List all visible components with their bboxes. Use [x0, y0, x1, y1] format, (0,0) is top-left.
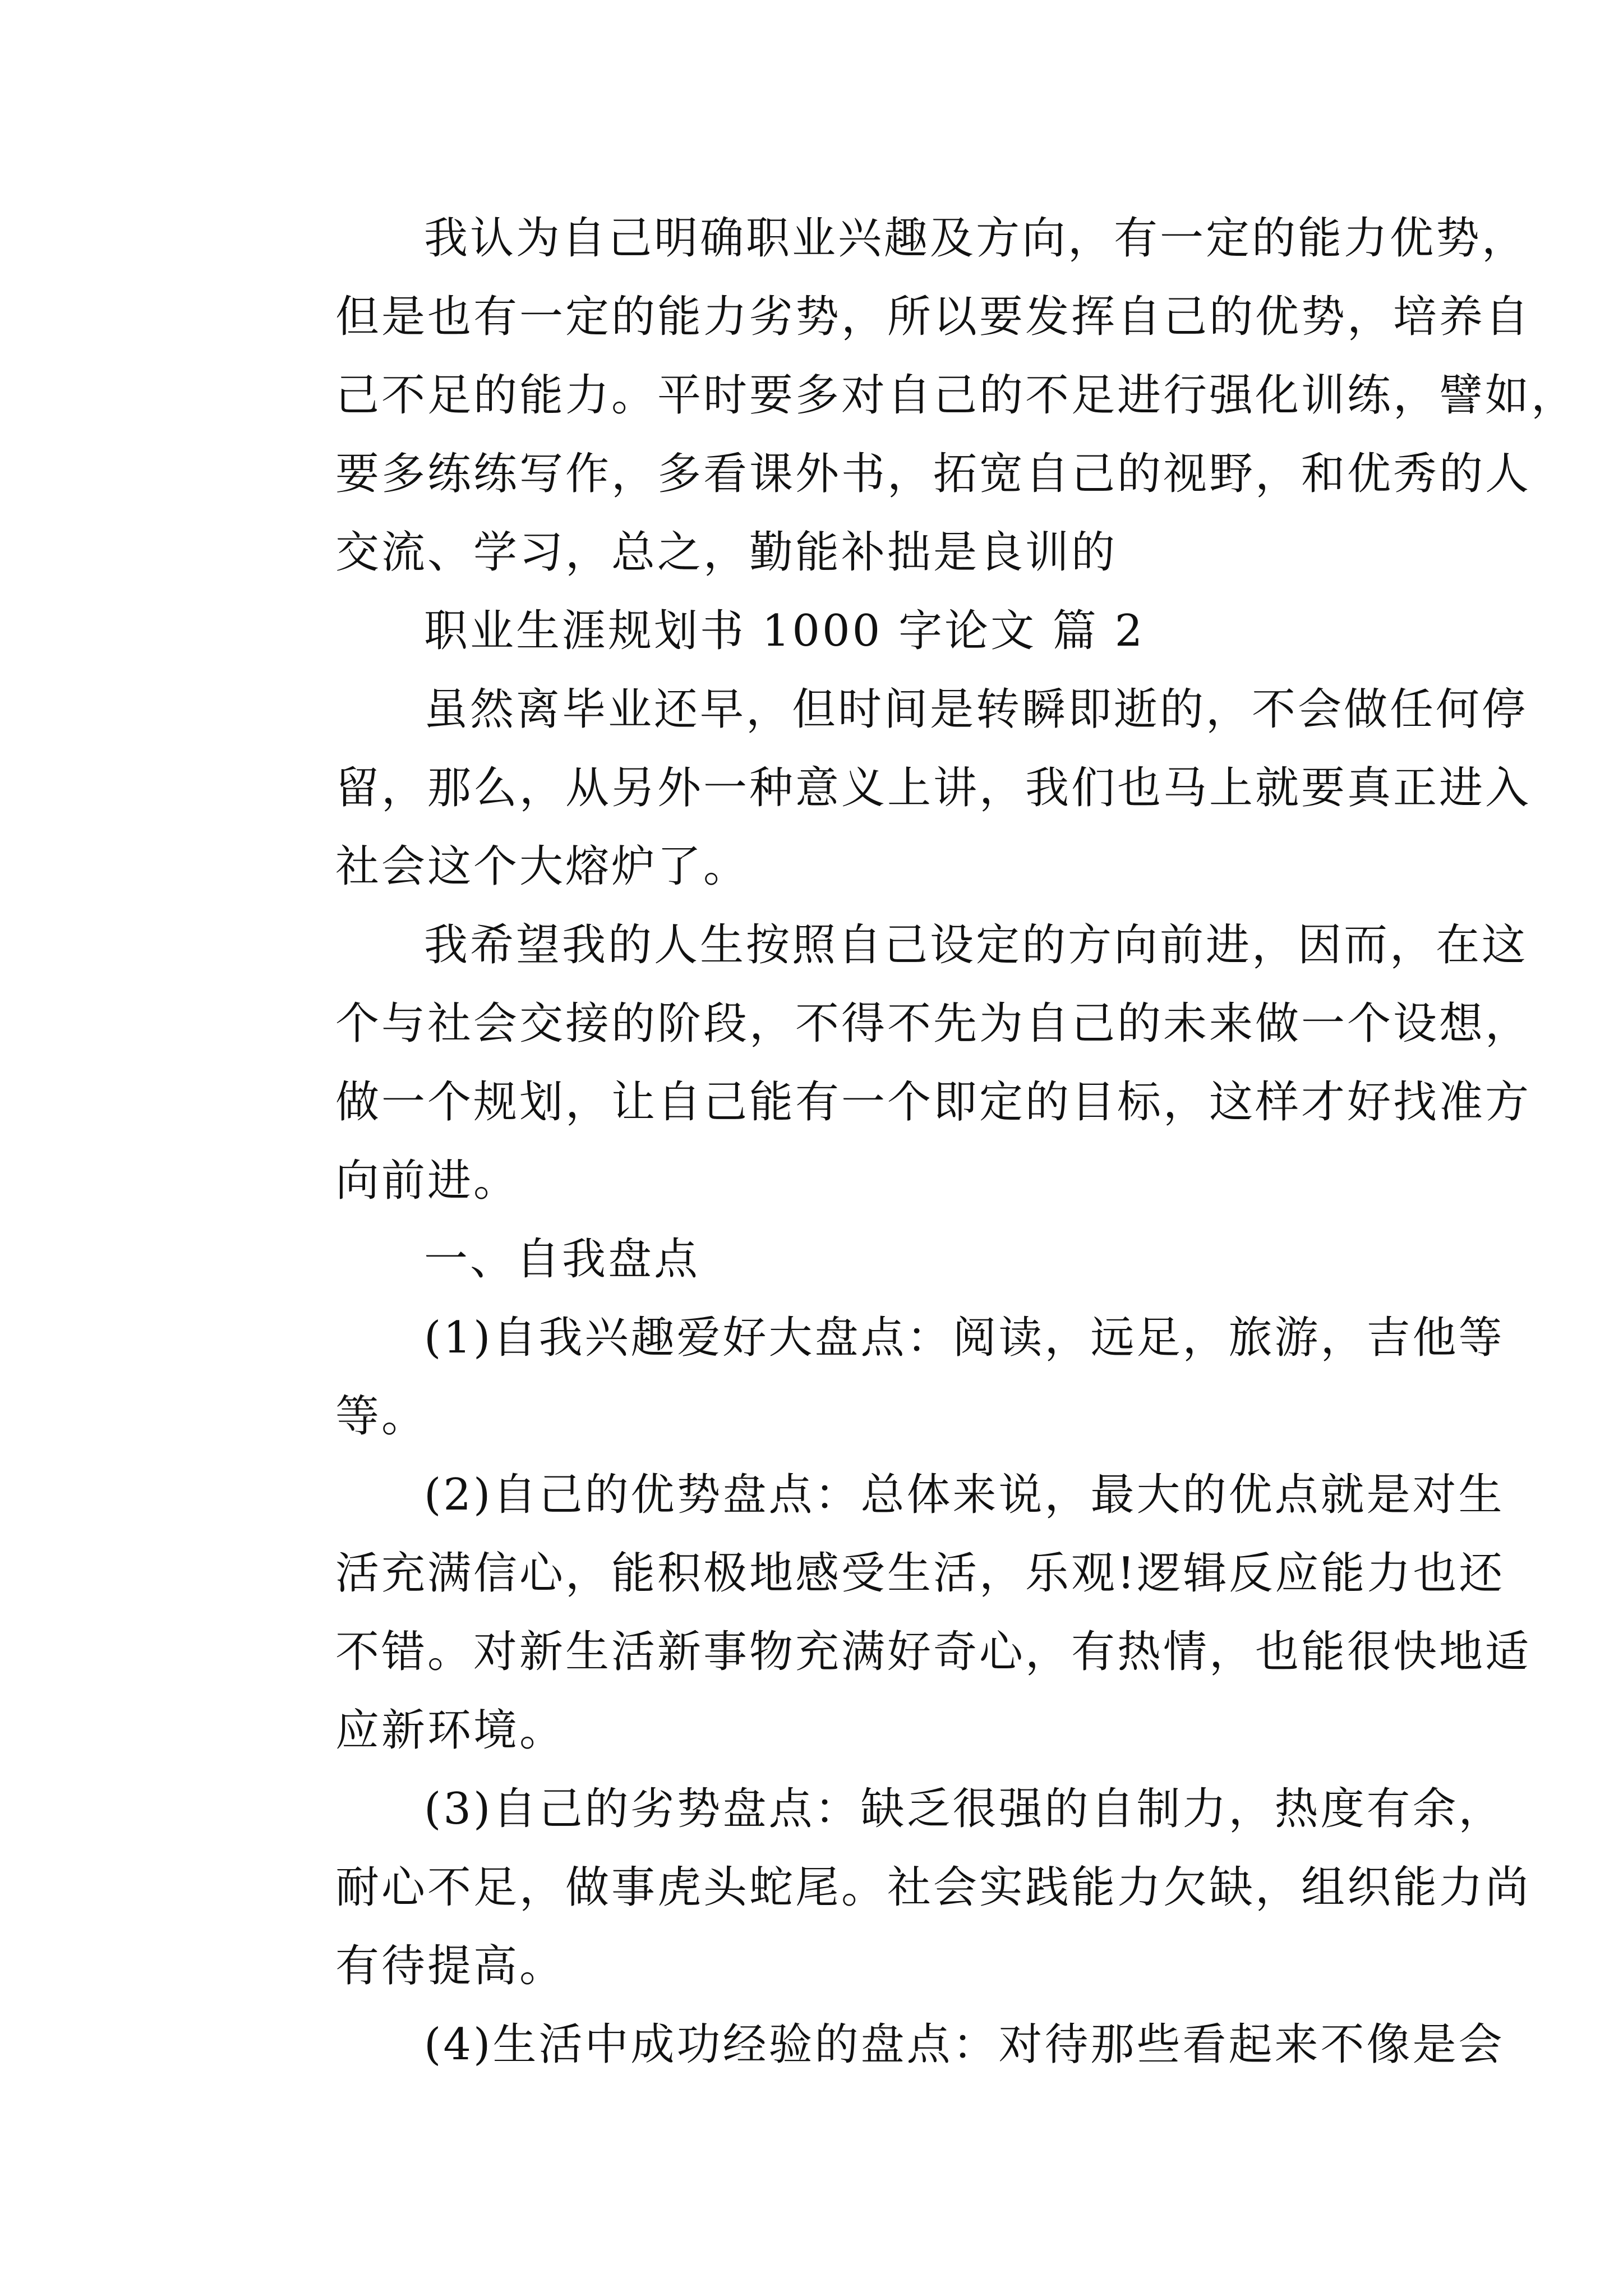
paragraph-strengths	[247, 1456, 1532, 1770]
text-line: 我认为自己明确职业兴趣及方向，有一定的能力优势，	[424, 213, 1528, 264]
text-line: 一、自我盘点	[424, 1234, 700, 1285]
text-line: 社会这个大熔炉了。	[335, 841, 750, 892]
text-line: 要多练练写作，多看课外书，拓宽自己的视野，和优秀的人	[335, 449, 1532, 499]
paragraph-life-plan	[247, 906, 1532, 1220]
text-line: 不错。对新生活新事物充满好奇心，有热情，也能很快地适	[335, 1627, 1532, 1677]
text-line: (2)自己的优势盘点：总体来说，最大的优点就是对生	[424, 1470, 1505, 1520]
text-line: 做一个规划，让自己能有一个即定的目标，这样才好找准方	[335, 1077, 1532, 1128]
text-line: (4)生活中成功经验的盘点：对待那些看起来不像是会	[424, 2019, 1505, 2070]
text-line: 有待提高。	[335, 1941, 566, 1991]
text-line: 等。	[335, 1391, 428, 1442]
text-line: 虽然离毕业还早，但时间是转瞬即逝的，不会做任何停	[424, 684, 1528, 735]
text-line: 但是也有一定的能力劣势，所以要发挥自己的优势，培养自	[335, 292, 1532, 342]
text-line: (1)自我兴趣爱好大盘点：阅读，远足，旅游，吉他等	[424, 1313, 1505, 1363]
text-line: 向前进。	[335, 1156, 520, 1206]
text-line: 活充满信心，能积极地感受生活，乐观!逻辑反应能力也还	[335, 1548, 1505, 1599]
text-line: 应新环境。	[335, 1705, 566, 1756]
heading-self-inventory	[247, 1220, 1391, 1299]
paragraph-graduation	[247, 670, 1532, 906]
text-line: 交流、学习，总之，勤能补拙是良训的	[335, 527, 1118, 578]
paragraph-success-experience	[247, 2005, 1505, 2084]
paragraph-weaknesses	[247, 1770, 1532, 2005]
text-line: 己不足的能力。平时要多对自己的不足进行强化训练，譬如，	[335, 370, 1578, 421]
text-line: 留，那么，从另外一种意义上讲，我们也马上就要真正进入	[335, 763, 1532, 813]
text-line: 耐心不足，做事虎头蛇尾。社会实践能力欠缺，组织能力尚	[335, 1862, 1532, 1913]
section-title	[247, 592, 1391, 670]
text-line: 我希望我的人生按照自己设定的方向前进，因而，在这	[424, 920, 1528, 970]
paragraph-career-interest	[247, 199, 1578, 592]
text-line: 个与社会交接的阶段，不得不先为自己的未来做一个设想，	[335, 999, 1532, 1049]
text-line: (3)自己的劣势盘点：缺乏很强的自制力，热度有余，	[424, 1784, 1505, 1834]
text-line: 职业生涯规划书 1000 字论文 篇 2	[424, 606, 1145, 656]
paragraph-interests	[247, 1299, 1505, 1456]
